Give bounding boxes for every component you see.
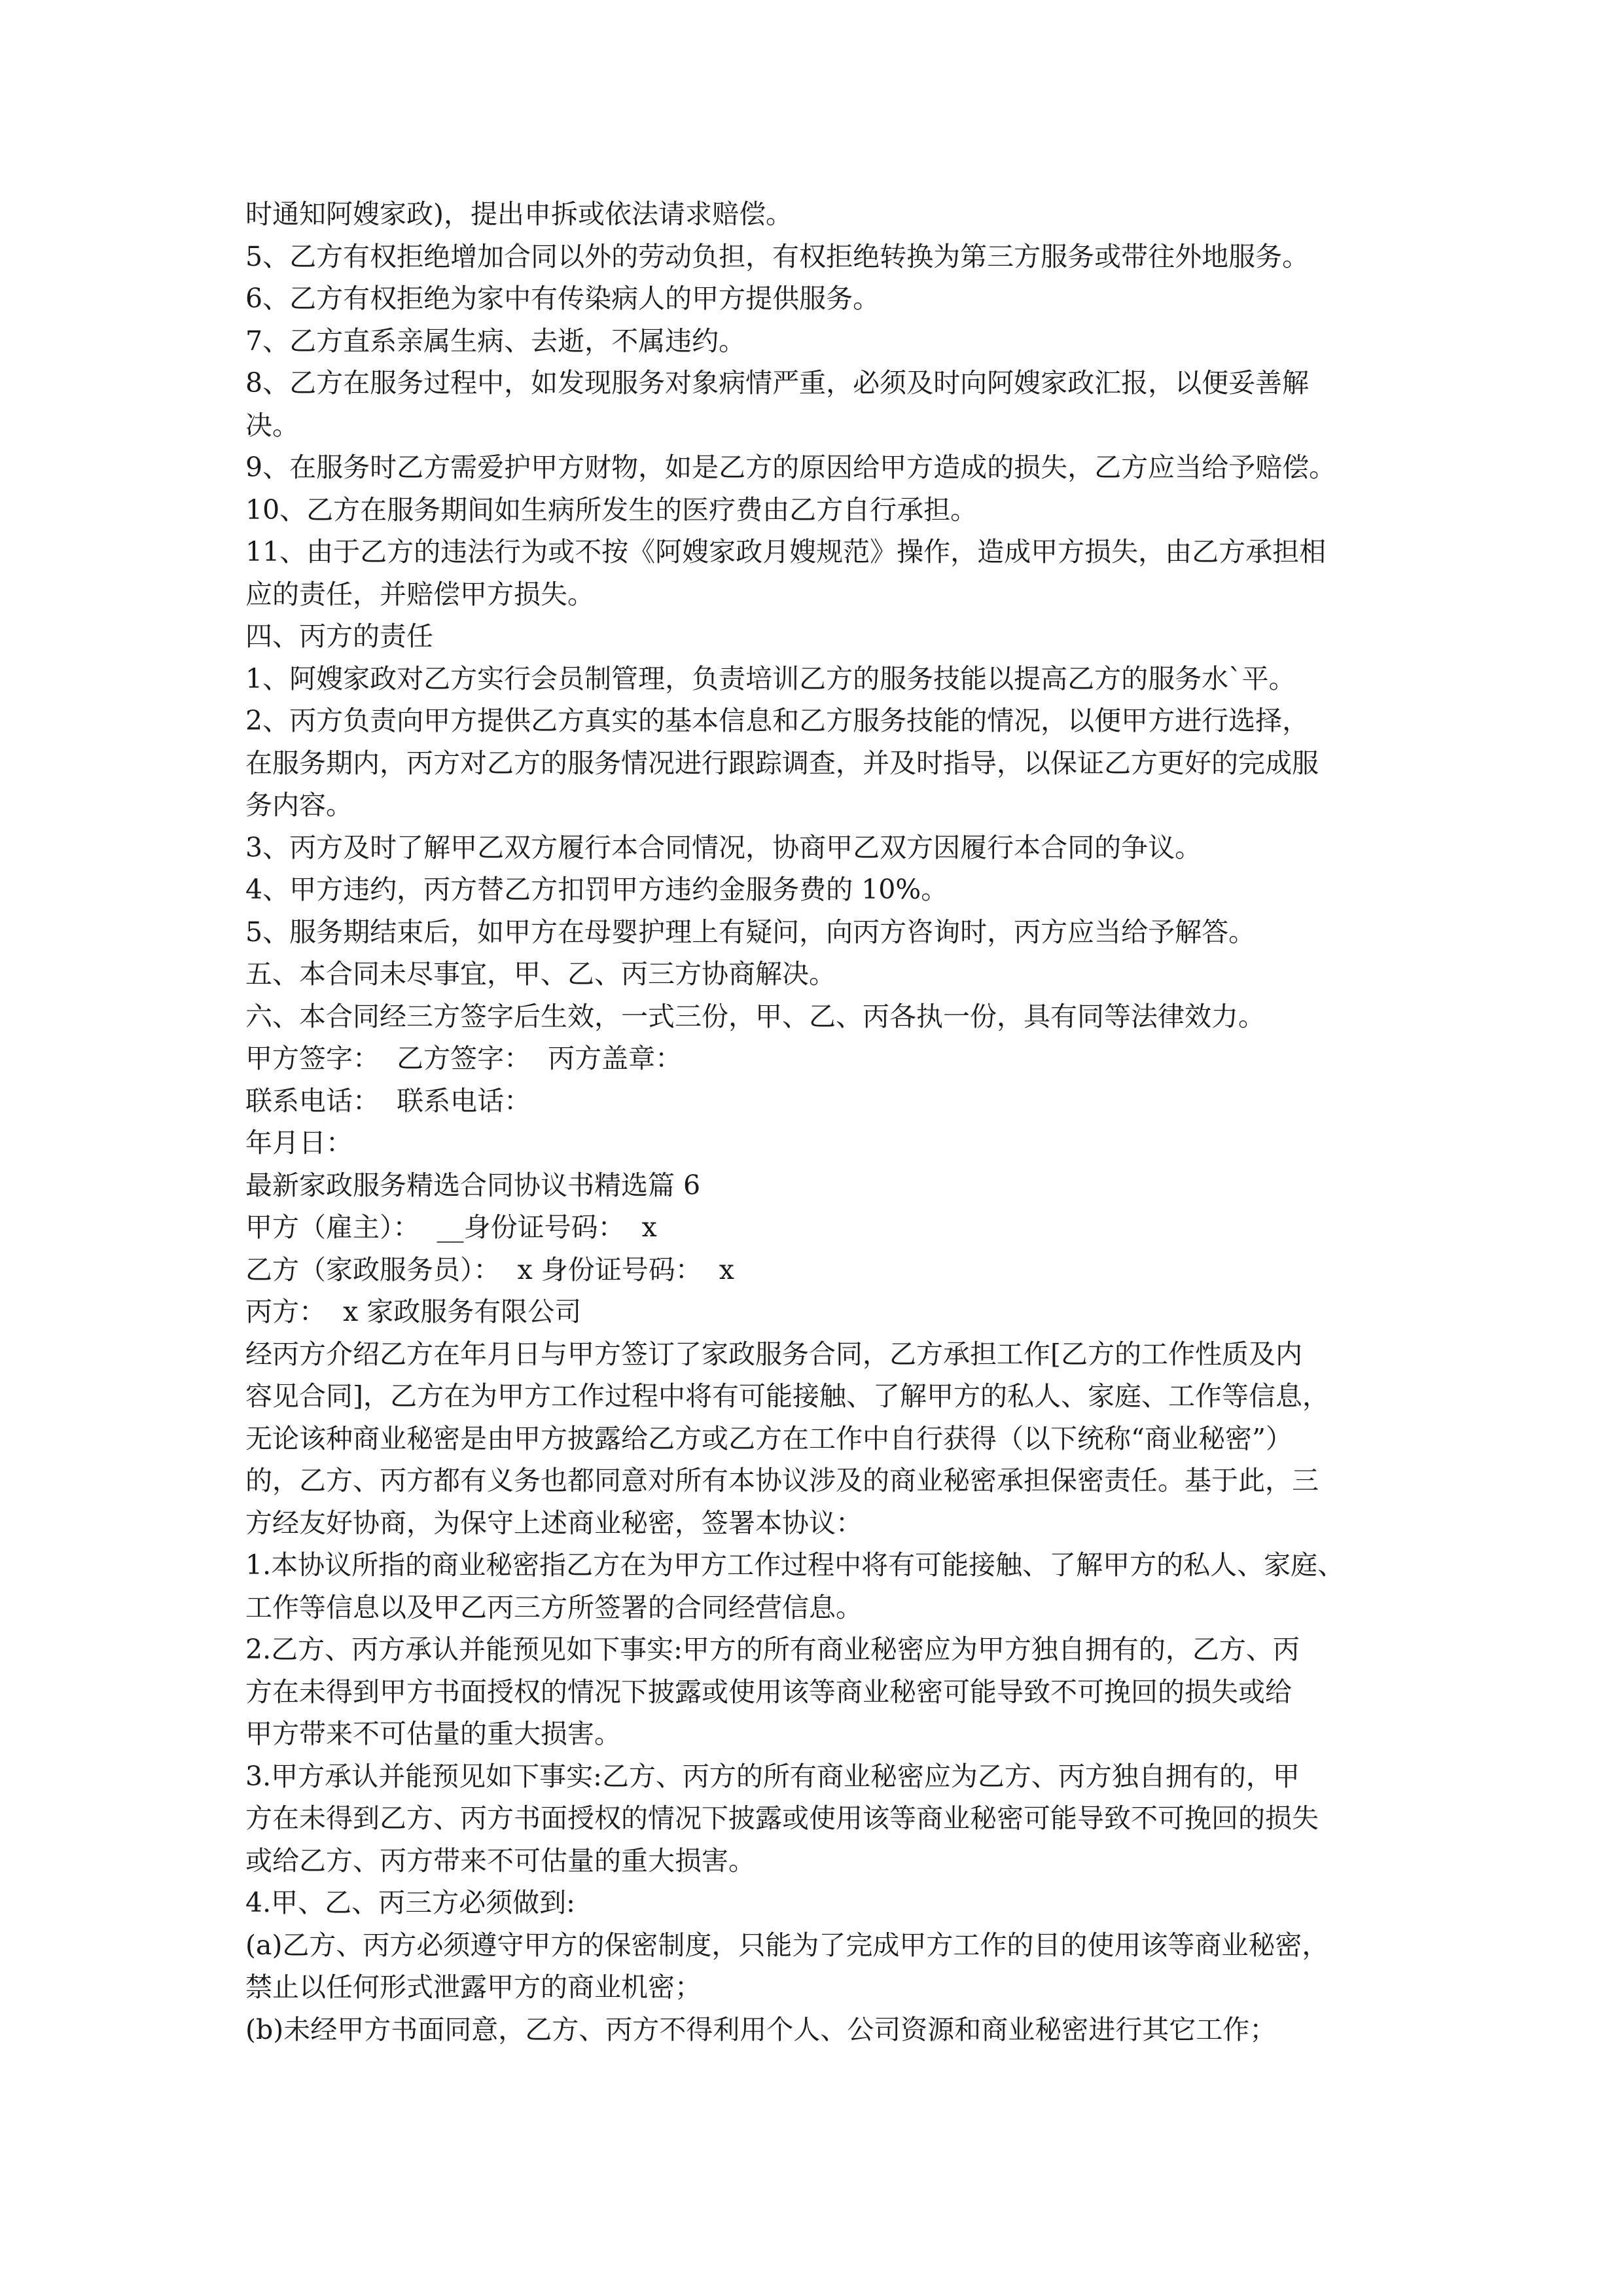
signature-line: 甲方签字： 乙方签字： 丙方盖章： (245, 1043, 683, 1074)
text-line: 容见合同]，乙方在为甲方工作过程中将有可能接触、了解甲方的私人、家庭、工作等信息， (245, 1380, 1329, 1412)
party-c-line: 丙方： x 家政服务有限公司 (245, 1296, 582, 1327)
text-line: 工作等信息以及甲乙丙三方所签署的合同经营信息。 (245, 1591, 863, 1623)
party-b-line: 乙方（家政服务员）： x 身份证号码： x (245, 1253, 734, 1285)
text-line: 甲方带来不可估量的重大损害。 (245, 1718, 621, 1749)
text-line: 3.甲方承认并能预见如下事实:乙方、丙方的所有商业秘密应为乙方、丙方独自拥有的，甲 (245, 1760, 1300, 1792)
text-line: 10、乙方在服务期间如生病所发生的医疗费由乙方自行承担。 (245, 493, 978, 526)
text-line: 决。 (245, 409, 299, 441)
text-line: 的，乙方、丙方都有义务也都同意对所有本协议涉及的商业秘密承担保密责任。基于此，三 (245, 1465, 1319, 1496)
text-line: 或给乙方、丙方带来不可估量的重大损害。 (245, 1844, 755, 1876)
text-line: 方在未得到乙方、丙方书面授权的情况下披露或使用该等商业秘密可能导致不可挽回的损失 (245, 1803, 1319, 1834)
party-a-line: 甲方（雇主）： __身份证号码： x (245, 1211, 657, 1243)
contract-title: 最新家政服务精选合同协议书精选篇 6 (245, 1169, 701, 1201)
text-line: 方经友好协商，为保守上述商业秘密，签署本协议： (245, 1507, 863, 1539)
contact-line: 联系电话： 联系电话： (245, 1085, 531, 1117)
text-line: 无论该种商业秘密是由甲方披露给乙方或乙方在工作中自行获得（以下统称“商业秘密”） (245, 1422, 1293, 1454)
text-line: 11、由于乙方的违法行为或不按《阿嫂家政月嫂规范》操作，造成甲方损失，由乙方承担相 (245, 536, 1327, 567)
text-line: 2.乙方、丙方承认并能预见如下事实:甲方的所有商业秘密应为甲方独自拥有的，乙方、丙 (245, 1634, 1300, 1665)
text-line: 4.甲、乙、丙三方必须做到: (245, 1887, 575, 1918)
date-line: 年月日： (245, 1127, 353, 1158)
section-heading: 四、丙方的责任 (245, 620, 433, 652)
text-line: 经丙方介绍乙方在年月日与甲方签订了家政服务合同，乙方承担工作[乙方的工作性质及内 (245, 1338, 1302, 1370)
text-line: 时通知阿嫂家政)，提出申拆或依法请求赔偿。 (245, 198, 793, 230)
text-line: 4、甲方违约，丙方替乙方扣罚甲方违约金服务费的 10%。 (245, 874, 948, 905)
text-line: 3、丙方及时了解甲乙双方履行本合同情况，协商甲乙双方因履行本合同的争议。 (245, 831, 1202, 863)
text-line: 1.本协议所指的商业秘密指乙方在为甲方工作过程中将有可能接触、了解甲方的私人、家庭、 (245, 1549, 1345, 1581)
text-line: 2、丙方负责向甲方提供乙方真实的基本信息和乙方服务技能的情况，以便甲方进行选择， (245, 705, 1310, 736)
text-line: 应的责任，并赔偿甲方损失。 (245, 578, 594, 610)
text-line: 8、乙方在服务过程中，如发现服务对象病情严重，必须及时向阿嫂家政汇报，以便妥善解 (245, 367, 1310, 399)
text-line: 方在未得到甲方书面授权的情况下披露或使用该等商业秘密可能导致不可挽回的损失或给 (245, 1676, 1292, 1708)
text-line: 5、服务期结束后，如甲方在母婴护理上有疑问，向丙方咨询时，丙方应当给予解答。 (245, 916, 1256, 948)
text-line: 9、在服务时乙方需爱护甲方财物，如是乙方的原因给甲方造成的损失，乙方应当给予赔偿。 (245, 452, 1336, 483)
text-line: (a)乙方、丙方必须遵守甲方的保密制度，只能为了完成甲方工作的目的使用该等商业秘密， (245, 1929, 1329, 1961)
text-line: 5、乙方有权拒绝增加合同以外的劳动负担，有权拒绝转换为第三方服务或带往外地服务。 (245, 240, 1310, 272)
text-line: 五、本合同未尽事宜，甲、乙、丙三方协商解决。 (245, 958, 836, 990)
text-line: (b)未经甲方书面同意，乙方、丙方不得利用个人、公司资源和商业秘密进行其它工作； (245, 2013, 1277, 2045)
text-line: 6、乙方有权拒绝为家中有传染病人的甲方提供服务。 (245, 283, 880, 314)
text-line: 务内容。 (245, 789, 353, 821)
document-body (245, 193, 1397, 2051)
text-line: 在服务期内，丙方对乙方的服务情况进行跟踪调查，并及时指导，以保证乙方更好的完成服 (245, 747, 1319, 779)
text-line: 六、本合同经三方签字后生效，一式三份，甲、乙、丙各执一份，具有同等法律效力。 (245, 1000, 1265, 1032)
text-line: 1、阿嫂家政对乙方实行会员制管理，负责培训乙方的服务技能以提高乙方的服务水`平。 (245, 662, 1296, 694)
text-line: 7、乙方直系亲属生病、去逝，不属违约。 (245, 325, 746, 357)
text-line: 禁止以任何形式泄露甲方的商业机密； (245, 1971, 702, 2003)
